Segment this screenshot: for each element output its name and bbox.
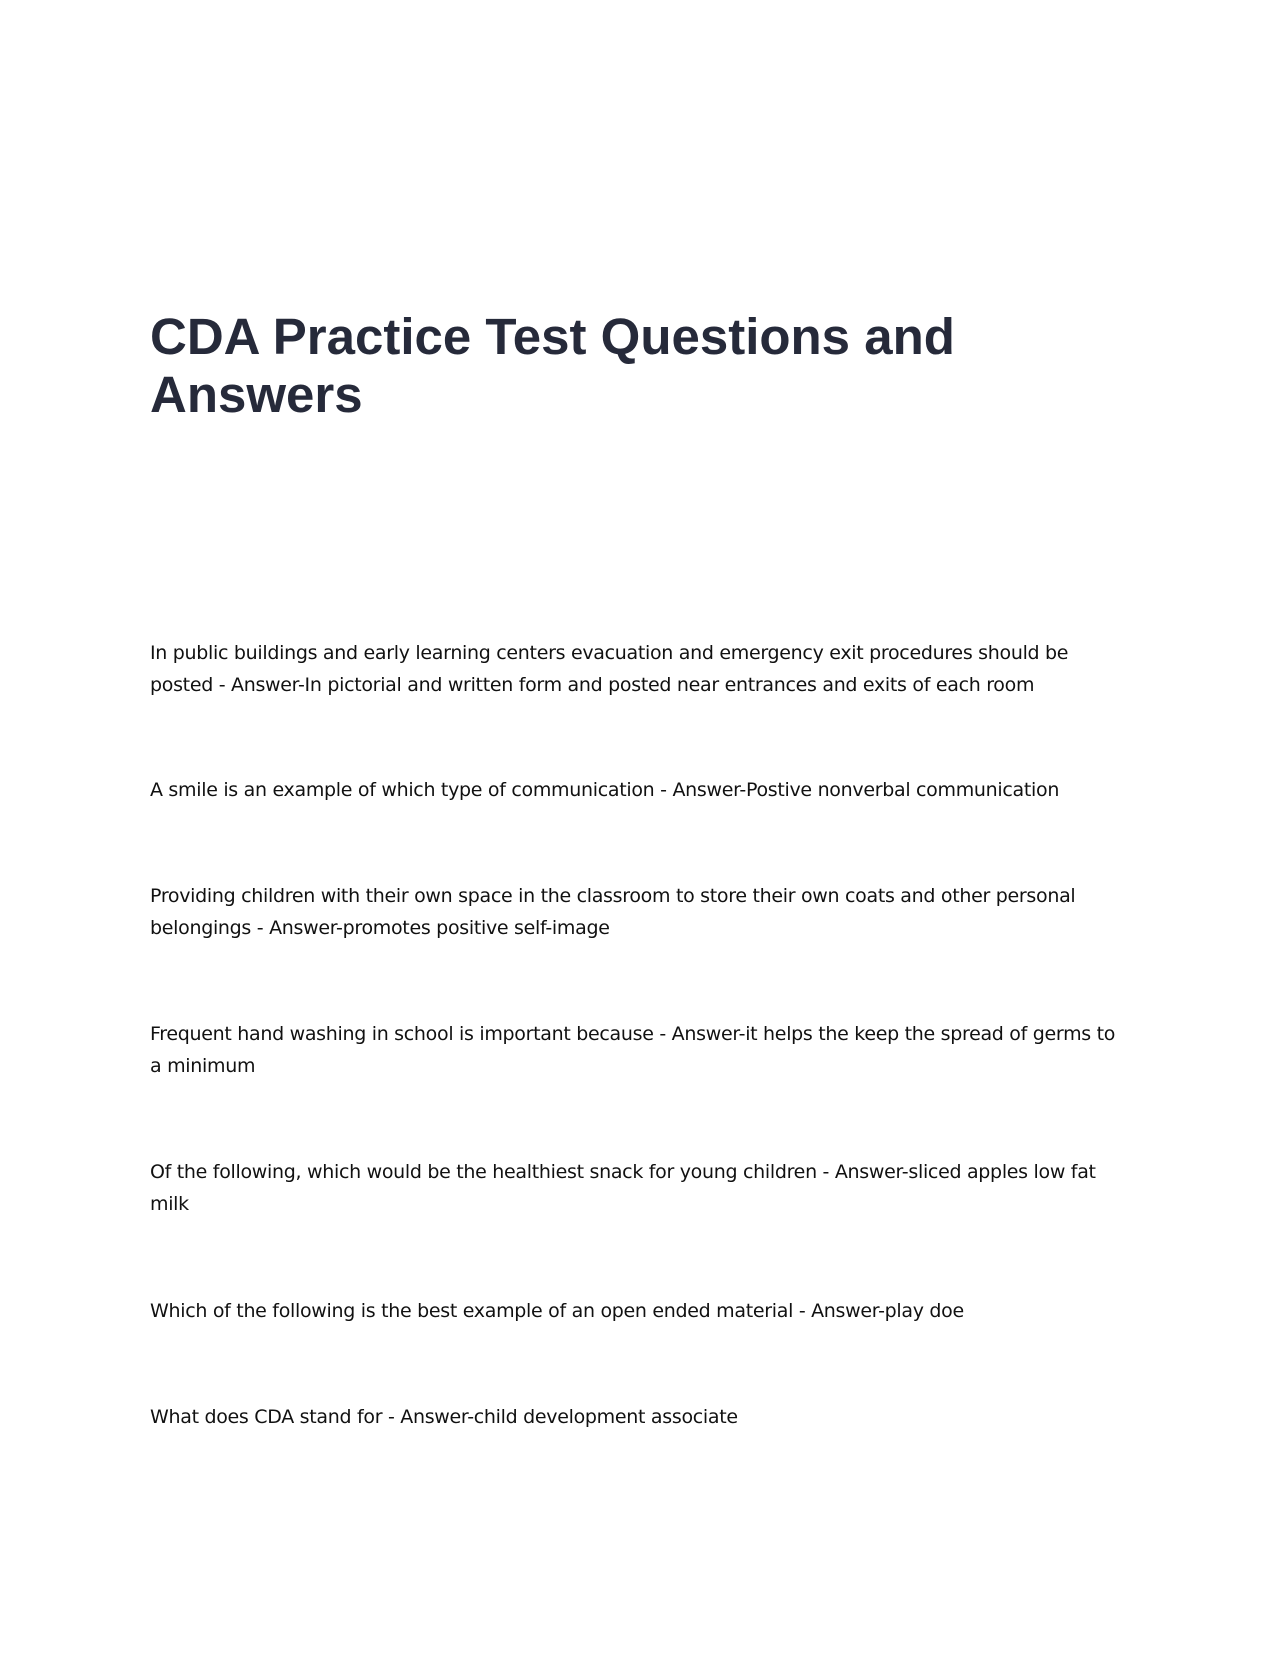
qa-item-healthiest-snack: Of the following, which would be the healthiest snack for young children - Answer-sliced apples low fat milk: [150, 1161, 1096, 1215]
qa-item-smile-communication: A smile is an example of which type of communication - Answer-Postive nonverbal communication: [150, 779, 1060, 801]
qa-item-personal-space: Providing children with their own space in the classroom to store their own coats and other personal belongings - Answer-promotes positive self-image: [150, 885, 1076, 939]
qa-item-open-ended-material: Which of the following is the best example of an open ended material - Answer-play doe: [150, 1300, 964, 1322]
qa-item-hand-washing: Frequent hand washing in school is important because - Answer-it helps the keep the spread of germs to a minimum: [150, 1023, 1116, 1077]
qa-item-cda-meaning: What does CDA stand for - Answer-child development associate: [150, 1406, 738, 1428]
qa-item-evacuation-procedures: In public buildings and early learning centers evacuation and emergency exit procedures should be posted - Answer-In pictorial and written form and posted near entrances and exits of each room: [150, 642, 1069, 696]
page-title: CDA Practice Test Questions and Answers: [150, 308, 955, 423]
